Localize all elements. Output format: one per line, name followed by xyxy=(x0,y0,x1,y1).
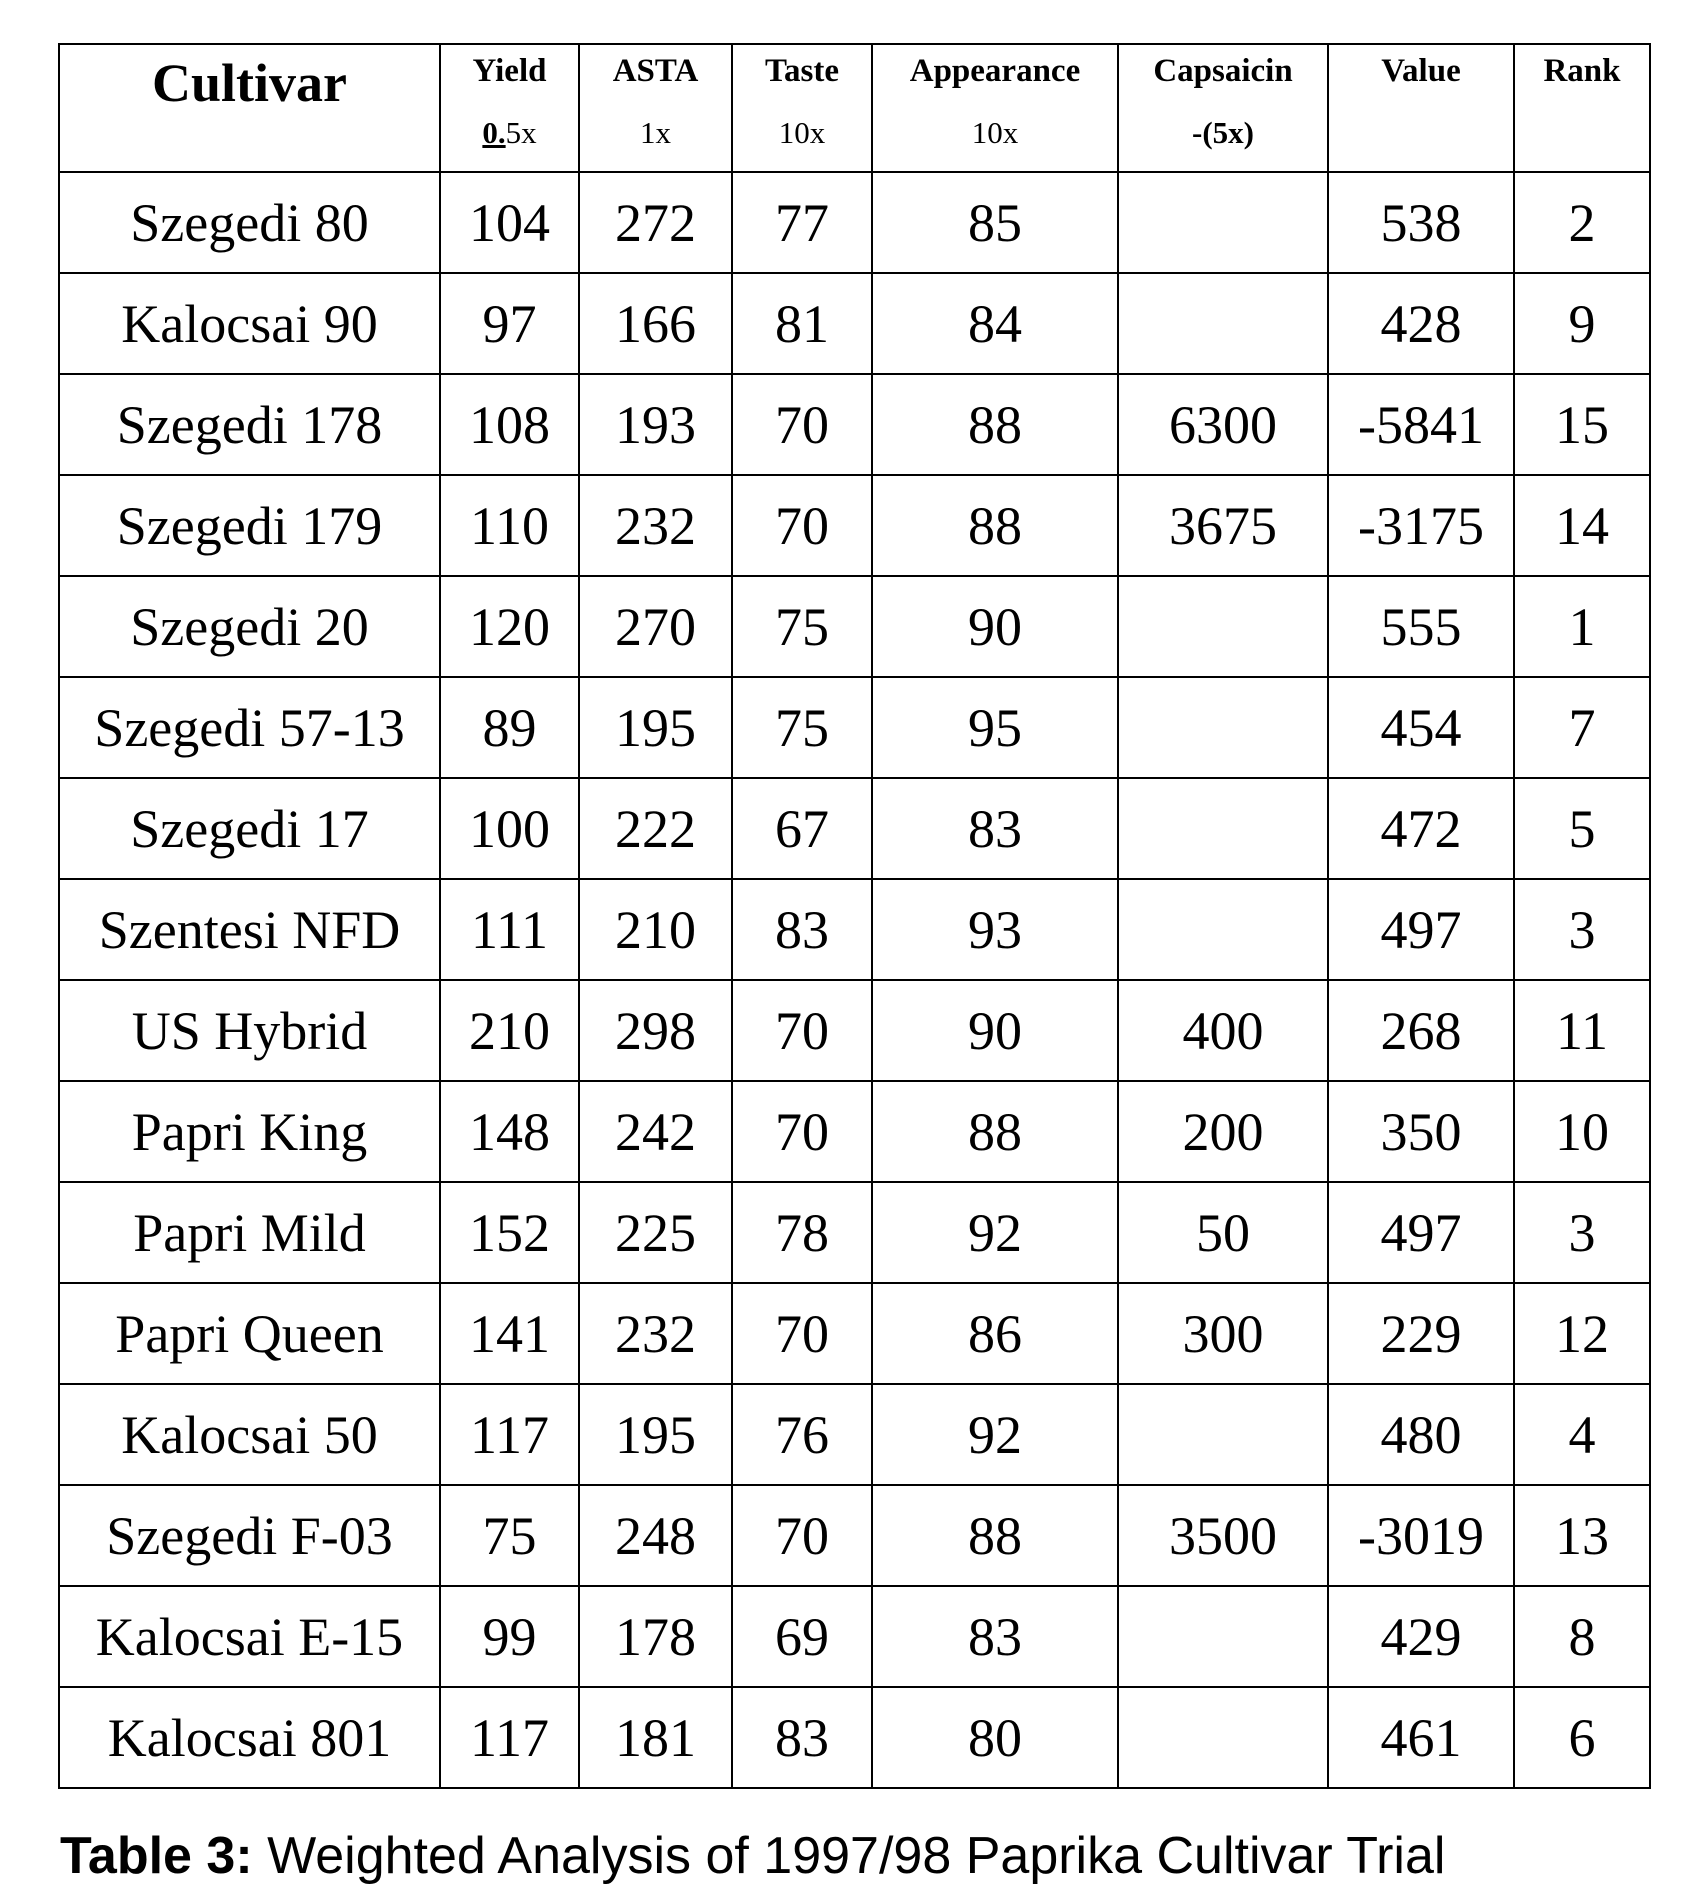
cell-capsaicin: 300 xyxy=(1118,1283,1328,1384)
cell-capsaicin xyxy=(1118,1586,1328,1687)
cell-cultivar: Kalocsai 90 xyxy=(59,273,440,374)
cell-appearance: 86 xyxy=(872,1283,1118,1384)
cell-value: -3019 xyxy=(1328,1485,1514,1586)
cell-value: 428 xyxy=(1328,273,1514,374)
cell-appearance: 92 xyxy=(872,1384,1118,1485)
header-appearance xyxy=(872,44,1118,172)
cell-taste: 70 xyxy=(732,1283,872,1384)
cell-appearance: 92 xyxy=(872,1182,1118,1283)
cell-taste: 70 xyxy=(732,980,872,1081)
table-row xyxy=(59,576,1650,677)
cell-rank: 7 xyxy=(1514,677,1650,778)
cell-yield: 148 xyxy=(440,1081,579,1182)
header-capsaicin-weight: -(5x) xyxy=(1192,115,1254,150)
cell-rank: 13 xyxy=(1514,1485,1650,1586)
table-caption xyxy=(60,1826,1445,1886)
table-row xyxy=(59,1283,1650,1384)
header-appearance-weight: 10x xyxy=(971,115,1019,150)
cell-appearance: 88 xyxy=(872,475,1118,576)
cell-capsaicin: 200 xyxy=(1118,1081,1328,1182)
caption-label: Table 3: xyxy=(60,1827,253,1885)
cell-cultivar: Kalocsai 50 xyxy=(59,1384,440,1485)
table-row xyxy=(59,172,1650,273)
cell-asta: 272 xyxy=(579,172,732,273)
cell-yield: 104 xyxy=(440,172,579,273)
cell-capsaicin xyxy=(1118,879,1328,980)
cell-taste: 69 xyxy=(732,1586,872,1687)
cell-yield: 210 xyxy=(440,980,579,1081)
cell-rank: 15 xyxy=(1514,374,1650,475)
cell-cultivar: Papri Mild xyxy=(59,1182,440,1283)
cell-cultivar: Szegedi 178 xyxy=(59,374,440,475)
cell-cultivar: Kalocsai E-15 xyxy=(59,1586,440,1687)
cell-yield: 117 xyxy=(440,1384,579,1485)
cell-cultivar: Papri King xyxy=(59,1081,440,1182)
cell-cultivar: US Hybrid xyxy=(59,980,440,1081)
header-rank-label: Rank xyxy=(1543,53,1621,89)
cell-asta: 248 xyxy=(579,1485,732,1586)
cell-asta: 195 xyxy=(579,677,732,778)
cell-rank: 2 xyxy=(1514,172,1650,273)
cell-yield: 89 xyxy=(440,677,579,778)
cell-yield: 120 xyxy=(440,576,579,677)
cell-value: 454 xyxy=(1328,677,1514,778)
table-row xyxy=(59,1384,1650,1485)
table-row xyxy=(59,1081,1650,1182)
cell-rank: 10 xyxy=(1514,1081,1650,1182)
header-yield-label: Yield xyxy=(472,53,547,89)
cell-yield: 152 xyxy=(440,1182,579,1283)
header-cultivar-label: Cultivar xyxy=(152,53,347,113)
cell-yield: 75 xyxy=(440,1485,579,1586)
cell-taste: 70 xyxy=(732,475,872,576)
cell-cultivar: Szegedi F-03 xyxy=(59,1485,440,1586)
cell-taste: 76 xyxy=(732,1384,872,1485)
cell-yield: 99 xyxy=(440,1586,579,1687)
cell-capsaicin: 3500 xyxy=(1118,1485,1328,1586)
cell-cultivar: Szegedi 80 xyxy=(59,172,440,273)
cell-value: 497 xyxy=(1328,879,1514,980)
cell-rank: 3 xyxy=(1514,879,1650,980)
table-body xyxy=(59,172,1650,1788)
cell-value: 497 xyxy=(1328,1182,1514,1283)
header-asta-weight: 1x xyxy=(640,115,671,150)
cell-asta: 232 xyxy=(579,1283,732,1384)
cell-cultivar: Szegedi 20 xyxy=(59,576,440,677)
cell-cultivar: Szegedi 17 xyxy=(59,778,440,879)
cell-asta: 195 xyxy=(579,1384,732,1485)
cell-asta: 181 xyxy=(579,1687,732,1788)
cell-asta: 222 xyxy=(579,778,732,879)
header-rank xyxy=(1514,44,1650,172)
cell-taste: 75 xyxy=(732,576,872,677)
cell-taste: 75 xyxy=(732,677,872,778)
cell-rank: 8 xyxy=(1514,1586,1650,1687)
cell-appearance: 88 xyxy=(872,1081,1118,1182)
cell-value: 229 xyxy=(1328,1283,1514,1384)
cell-rank: 11 xyxy=(1514,980,1650,1081)
cell-value: 472 xyxy=(1328,778,1514,879)
cell-taste: 67 xyxy=(732,778,872,879)
cell-taste: 81 xyxy=(732,273,872,374)
cell-rank: 1 xyxy=(1514,576,1650,677)
cell-appearance: 83 xyxy=(872,1586,1118,1687)
cell-taste: 70 xyxy=(732,1081,872,1182)
cell-appearance: 95 xyxy=(872,677,1118,778)
cell-taste: 70 xyxy=(732,1485,872,1586)
header-yield xyxy=(440,44,579,172)
cell-value: -3175 xyxy=(1328,475,1514,576)
cell-capsaicin: 3675 xyxy=(1118,475,1328,576)
cell-rank: 12 xyxy=(1514,1283,1650,1384)
header-taste-label: Taste xyxy=(765,53,839,89)
header-cultivar xyxy=(59,44,440,172)
cell-value: 268 xyxy=(1328,980,1514,1081)
cell-taste: 83 xyxy=(732,879,872,980)
header-value-label: Value xyxy=(1381,53,1461,89)
cell-asta: 225 xyxy=(579,1182,732,1283)
cell-value: 538 xyxy=(1328,172,1514,273)
table-row xyxy=(59,980,1650,1081)
caption-text: Weighted Analysis of 1997/98 Paprika Cultivar Trial xyxy=(252,1827,1446,1885)
cell-cultivar: Kalocsai 801 xyxy=(59,1687,440,1788)
cell-capsaicin xyxy=(1118,677,1328,778)
cell-yield: 108 xyxy=(440,374,579,475)
cell-asta: 232 xyxy=(579,475,732,576)
cell-yield: 111 xyxy=(440,879,579,980)
cell-value: 350 xyxy=(1328,1081,1514,1182)
table-row xyxy=(59,879,1650,980)
header-capsaicin-label: Capsaicin xyxy=(1153,53,1293,89)
cell-asta: 210 xyxy=(579,879,732,980)
cell-asta: 178 xyxy=(579,1586,732,1687)
header-taste xyxy=(732,44,872,172)
cell-asta: 242 xyxy=(579,1081,732,1182)
cell-taste: 77 xyxy=(732,172,872,273)
cell-yield: 97 xyxy=(440,273,579,374)
header-appearance-label: Appearance xyxy=(909,53,1081,89)
table-row xyxy=(59,475,1650,576)
header-asta-label: ASTA xyxy=(612,53,699,89)
cell-asta: 298 xyxy=(579,980,732,1081)
table-row xyxy=(59,1485,1650,1586)
cell-value: 429 xyxy=(1328,1586,1514,1687)
cell-appearance: 84 xyxy=(872,273,1118,374)
cell-cultivar: Papri Queen xyxy=(59,1283,440,1384)
header-capsaicin xyxy=(1118,44,1328,172)
cell-cultivar: Szentesi NFD xyxy=(59,879,440,980)
cell-cultivar: Szegedi 179 xyxy=(59,475,440,576)
table-row xyxy=(59,1586,1650,1687)
cell-yield: 141 xyxy=(440,1283,579,1384)
cell-rank: 14 xyxy=(1514,475,1650,576)
cell-capsaicin xyxy=(1118,576,1328,677)
cell-value: 480 xyxy=(1328,1384,1514,1485)
cell-appearance: 88 xyxy=(872,374,1118,475)
header-value xyxy=(1328,44,1514,172)
header-row xyxy=(59,44,1650,172)
cell-appearance: 80 xyxy=(872,1687,1118,1788)
table-row xyxy=(59,1687,1650,1788)
cell-asta: 270 xyxy=(579,576,732,677)
header-yield-weight-rest: 5x xyxy=(505,115,537,150)
cell-appearance: 90 xyxy=(872,576,1118,677)
cell-rank: 5 xyxy=(1514,778,1650,879)
header-taste-weight: 10x xyxy=(778,115,826,150)
table-row xyxy=(59,677,1650,778)
cell-capsaicin xyxy=(1118,778,1328,879)
cell-yield: 117 xyxy=(440,1687,579,1788)
cell-rank: 9 xyxy=(1514,273,1650,374)
cell-capsaicin: 6300 xyxy=(1118,374,1328,475)
cell-taste: 83 xyxy=(732,1687,872,1788)
cell-value: 461 xyxy=(1328,1687,1514,1788)
cell-capsaicin: 50 xyxy=(1118,1182,1328,1283)
cell-rank: 4 xyxy=(1514,1384,1650,1485)
table-row xyxy=(59,374,1650,475)
cell-value: -5841 xyxy=(1328,374,1514,475)
cell-capsaicin: 400 xyxy=(1118,980,1328,1081)
cell-asta: 193 xyxy=(579,374,732,475)
cell-rank: 3 xyxy=(1514,1182,1650,1283)
cell-capsaicin xyxy=(1118,273,1328,374)
header-yield-weight-underlined: 0. xyxy=(482,115,506,150)
table-row xyxy=(59,273,1650,374)
cell-value: 555 xyxy=(1328,576,1514,677)
header-asta xyxy=(579,44,732,172)
table-row xyxy=(59,1182,1650,1283)
cell-yield: 100 xyxy=(440,778,579,879)
cell-asta: 166 xyxy=(579,273,732,374)
cell-appearance: 93 xyxy=(872,879,1118,980)
cultivar-table xyxy=(58,43,1651,1789)
cell-appearance: 85 xyxy=(872,172,1118,273)
cell-capsaicin xyxy=(1118,1384,1328,1485)
cell-taste: 70 xyxy=(732,374,872,475)
cell-cultivar: Szegedi 57-13 xyxy=(59,677,440,778)
cell-taste: 78 xyxy=(732,1182,872,1283)
cell-appearance: 88 xyxy=(872,1485,1118,1586)
cell-capsaicin xyxy=(1118,172,1328,273)
cell-appearance: 90 xyxy=(872,980,1118,1081)
cell-yield: 110 xyxy=(440,475,579,576)
cell-rank: 6 xyxy=(1514,1687,1650,1788)
cell-capsaicin xyxy=(1118,1687,1328,1788)
cell-appearance: 83 xyxy=(872,778,1118,879)
table-row xyxy=(59,778,1650,879)
